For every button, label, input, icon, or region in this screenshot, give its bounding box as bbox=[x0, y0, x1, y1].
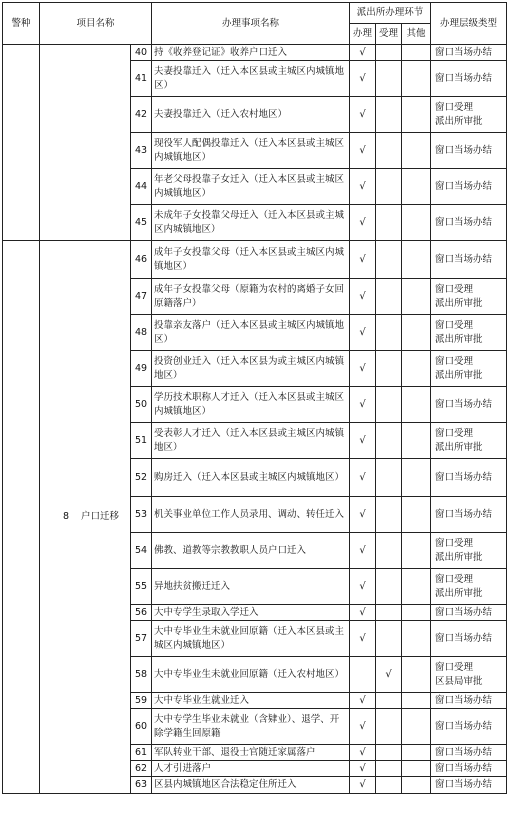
level-cell bbox=[431, 693, 507, 709]
accept-check-cell bbox=[376, 45, 402, 61]
row-number-cell: 44 bbox=[131, 169, 152, 205]
handle-check-cell: √ bbox=[350, 387, 376, 423]
level-line: 派出所审批 bbox=[435, 333, 483, 345]
level-cell bbox=[431, 745, 507, 761]
row-number-cell: 42 bbox=[131, 97, 152, 133]
item-name-cell: 大中专毕业生就业迁入 bbox=[152, 693, 350, 709]
handle-check-cell: √ bbox=[350, 45, 376, 61]
item-name-cell: 购房迁入（迁入本区县或主城区内城镇地区） bbox=[152, 459, 350, 497]
header-project: 项目名称 bbox=[40, 3, 152, 45]
accept-check-cell bbox=[376, 693, 402, 709]
item-name-cell: 受表彰人才迁入（迁入本区县或主城区内城镇地区） bbox=[152, 423, 350, 459]
level-line: 窗口当场办结 bbox=[435, 471, 493, 483]
level-line: 窗口受理 bbox=[435, 661, 474, 673]
accept-check-cell bbox=[376, 205, 402, 241]
accept-check-cell bbox=[376, 569, 402, 605]
project-number: 8 bbox=[62, 511, 69, 522]
row-number-cell: 51 bbox=[131, 423, 152, 459]
item-name-cell: 成年子女投靠父母（迁入本区县或主城区内城镇地区） bbox=[152, 241, 350, 279]
level-line: 窗口当场办结 bbox=[435, 46, 493, 58]
handle-check-cell: √ bbox=[350, 569, 376, 605]
accept-check-cell bbox=[376, 761, 402, 777]
level-cell bbox=[431, 45, 507, 61]
handle-check-cell: √ bbox=[350, 459, 376, 497]
item-name-cell: 军队转业干部、退役士官随迁家属落户 bbox=[152, 745, 350, 761]
accept-check-cell bbox=[376, 459, 402, 497]
accept-check-cell bbox=[376, 709, 402, 745]
other-cell bbox=[402, 315, 431, 351]
other-cell bbox=[402, 241, 431, 279]
level-line: 窗口受理 bbox=[435, 283, 474, 295]
item-name-cell: 未成年子女投靠父母迁入（迁入本区县或主城区内城镇地区） bbox=[152, 205, 350, 241]
other-cell bbox=[402, 387, 431, 423]
row-number-cell: 50 bbox=[131, 387, 152, 423]
other-cell bbox=[402, 533, 431, 569]
handle-check-cell: √ bbox=[350, 533, 376, 569]
accept-check-cell bbox=[376, 97, 402, 133]
level-cell bbox=[431, 533, 507, 569]
level-line: 窗口当场办结 bbox=[435, 253, 493, 265]
accept-check-cell bbox=[376, 351, 402, 387]
other-cell bbox=[402, 423, 431, 459]
row-number-cell: 53 bbox=[131, 497, 152, 533]
handle-check-cell: √ bbox=[350, 777, 376, 794]
level-line: 窗口受理 bbox=[435, 355, 474, 367]
item-name-cell: 持《收养登记证》收养户口迁入 bbox=[152, 45, 350, 61]
accept-check-cell bbox=[376, 315, 402, 351]
level-line: 窗口当场办结 bbox=[435, 746, 493, 758]
handle-check-cell: √ bbox=[350, 605, 376, 621]
handle-check-cell: √ bbox=[350, 133, 376, 169]
row-number-cell: 62 bbox=[131, 761, 152, 777]
household-migration-table bbox=[2, 2, 507, 794]
item-name-cell: 投资创业迁入（迁入本区县为或主城区内城镇地区） bbox=[152, 351, 350, 387]
handle-check-cell: √ bbox=[350, 315, 376, 351]
level-cell bbox=[431, 709, 507, 745]
other-cell bbox=[402, 777, 431, 794]
accept-check-cell bbox=[376, 605, 402, 621]
header-station-steps: 派出所办理环节 bbox=[350, 3, 431, 24]
other-cell bbox=[402, 205, 431, 241]
handle-check-cell: √ bbox=[350, 169, 376, 205]
level-cell bbox=[431, 241, 507, 279]
level-cell bbox=[431, 761, 507, 777]
category-cell bbox=[3, 241, 40, 794]
level-line: 派出所审批 bbox=[435, 297, 483, 309]
row-number-cell: 54 bbox=[131, 533, 152, 569]
handle-check-cell: √ bbox=[350, 745, 376, 761]
item-name-cell: 大中专学生录取入学迁入 bbox=[152, 605, 350, 621]
other-cell bbox=[402, 745, 431, 761]
accept-check-cell bbox=[376, 533, 402, 569]
level-cell bbox=[431, 169, 507, 205]
level-cell bbox=[431, 315, 507, 351]
level-line: 窗口受理 bbox=[435, 101, 474, 113]
table-row bbox=[3, 45, 507, 61]
other-cell bbox=[402, 45, 431, 61]
level-line: 派出所审批 bbox=[435, 441, 483, 453]
level-line: 窗口当场办结 bbox=[435, 180, 493, 192]
header-level: 办理层级类型 bbox=[431, 3, 507, 45]
other-cell bbox=[402, 497, 431, 533]
accept-check-cell bbox=[376, 621, 402, 657]
other-cell bbox=[402, 169, 431, 205]
level-cell bbox=[431, 61, 507, 97]
level-line: 窗口受理 bbox=[435, 319, 474, 331]
handle-check-cell: √ bbox=[350, 279, 376, 315]
row-number-cell: 45 bbox=[131, 205, 152, 241]
level-line: 窗口当场办结 bbox=[435, 606, 493, 618]
level-line: 派出所审批 bbox=[435, 369, 483, 381]
handle-check-cell: √ bbox=[350, 709, 376, 745]
other-cell bbox=[402, 693, 431, 709]
other-cell bbox=[402, 657, 431, 693]
level-cell bbox=[431, 423, 507, 459]
item-name-cell: 成年子女投靠父母（原籍为农村的离婚子女回原籍落户） bbox=[152, 279, 350, 315]
other-cell bbox=[402, 279, 431, 315]
level-line: 窗口当场办结 bbox=[435, 216, 493, 228]
row-number-cell: 61 bbox=[131, 745, 152, 761]
header-accept: 受理 bbox=[376, 24, 402, 45]
row-number-cell: 48 bbox=[131, 315, 152, 351]
project-group-cell bbox=[40, 45, 131, 241]
accept-check-cell bbox=[376, 423, 402, 459]
level-line: 窗口受理 bbox=[435, 427, 474, 439]
level-cell bbox=[431, 605, 507, 621]
level-line: 派出所审批 bbox=[435, 587, 483, 599]
handle-check-cell: √ bbox=[350, 61, 376, 97]
level-line: 窗口当场办结 bbox=[435, 694, 493, 706]
item-name-cell: 大中专学生毕业未就业（含肄业）、退学、开除学籍生回原籍 bbox=[152, 709, 350, 745]
level-line: 窗口当场办结 bbox=[435, 144, 493, 156]
other-cell bbox=[402, 97, 431, 133]
handle-check-cell: √ bbox=[350, 693, 376, 709]
row-number-cell: 60 bbox=[131, 709, 152, 745]
header-other: 其他 bbox=[402, 24, 431, 45]
item-name-cell: 夫妻投靠迁入（迁入农村地区） bbox=[152, 97, 350, 133]
item-name-cell: 佛教、道教等宗教教职人员户口迁入 bbox=[152, 533, 350, 569]
level-cell bbox=[431, 351, 507, 387]
other-cell bbox=[402, 709, 431, 745]
accept-check-cell bbox=[376, 387, 402, 423]
row-number-cell: 49 bbox=[131, 351, 152, 387]
accept-check-cell bbox=[376, 745, 402, 761]
level-line: 窗口当场办结 bbox=[435, 720, 493, 732]
handle-check-cell: √ bbox=[350, 497, 376, 533]
accept-check-cell bbox=[376, 169, 402, 205]
level-line: 窗口受理 bbox=[435, 537, 474, 549]
level-cell bbox=[431, 279, 507, 315]
level-line: 区县局审批 bbox=[435, 675, 483, 687]
item-name-cell: 夫妻投靠迁入（迁入本区县或主城区内城镇地区） bbox=[152, 61, 350, 97]
level-cell bbox=[431, 459, 507, 497]
header-category: 警种 bbox=[3, 3, 40, 45]
row-number-cell: 58 bbox=[131, 657, 152, 693]
level-cell bbox=[431, 97, 507, 133]
accept-check-cell bbox=[376, 279, 402, 315]
level-line: 窗口当场办结 bbox=[435, 779, 493, 790]
project-name: 户口迁移 bbox=[80, 511, 119, 522]
item-name-cell: 大中专毕业生未就业回原籍（迁入农村地区） bbox=[152, 657, 350, 693]
other-cell bbox=[402, 569, 431, 605]
item-name-cell: 投靠亲友落户（迁入本区县或主城区内城镇地区） bbox=[152, 315, 350, 351]
table-row bbox=[3, 241, 507, 279]
other-cell bbox=[402, 605, 431, 621]
handle-check-cell: √ bbox=[350, 97, 376, 133]
other-cell bbox=[402, 621, 431, 657]
level-cell bbox=[431, 497, 507, 533]
row-number-cell: 41 bbox=[131, 61, 152, 97]
row-number-cell: 57 bbox=[131, 621, 152, 657]
header-handle: 办理 bbox=[350, 24, 376, 45]
level-cell bbox=[431, 621, 507, 657]
handle-check-cell: √ bbox=[350, 351, 376, 387]
category-cell bbox=[3, 45, 40, 241]
handle-check-cell: √ bbox=[350, 621, 376, 657]
other-cell bbox=[402, 459, 431, 497]
handle-check-cell bbox=[350, 657, 376, 693]
level-line: 派出所审批 bbox=[435, 115, 483, 127]
other-cell bbox=[402, 133, 431, 169]
level-cell bbox=[431, 205, 507, 241]
row-number-cell: 40 bbox=[131, 45, 152, 61]
level-cell bbox=[431, 133, 507, 169]
level-cell bbox=[431, 777, 507, 794]
handle-check-cell: √ bbox=[350, 241, 376, 279]
row-number-cell: 47 bbox=[131, 279, 152, 315]
other-cell bbox=[402, 61, 431, 97]
item-name-cell: 异地扶贫搬迁迁入 bbox=[152, 569, 350, 605]
project-group-cell bbox=[40, 241, 131, 794]
item-name-cell: 机关事业单位工作人员录用、调动、转任迁入 bbox=[152, 497, 350, 533]
accept-check-cell bbox=[376, 497, 402, 533]
row-number-cell: 46 bbox=[131, 241, 152, 279]
accept-check-cell: √ bbox=[376, 657, 402, 693]
row-number-cell: 52 bbox=[131, 459, 152, 497]
level-line: 窗口受理 bbox=[435, 573, 474, 585]
item-name-cell: 学历技术职称人才迁入（迁入本区县或主城区内城镇地区） bbox=[152, 387, 350, 423]
accept-check-cell bbox=[376, 777, 402, 794]
item-name-cell: 年老父母投靠子女迁入（迁入本区县或主城区内城镇地区） bbox=[152, 169, 350, 205]
level-line: 窗口当场办结 bbox=[435, 508, 493, 520]
level-cell bbox=[431, 569, 507, 605]
level-line: 窗口当场办结 bbox=[435, 72, 493, 84]
level-cell bbox=[431, 657, 507, 693]
row-number-cell: 43 bbox=[131, 133, 152, 169]
accept-check-cell bbox=[376, 241, 402, 279]
row-number-cell: 56 bbox=[131, 605, 152, 621]
level-line: 窗口当场办结 bbox=[435, 632, 493, 644]
level-line: 派出所审批 bbox=[435, 551, 483, 563]
handle-check-cell: √ bbox=[350, 205, 376, 241]
header-item: 办理事项名称 bbox=[152, 3, 350, 45]
handle-check-cell: √ bbox=[350, 761, 376, 777]
row-number-cell: 63 bbox=[131, 777, 152, 794]
level-cell bbox=[431, 387, 507, 423]
accept-check-cell bbox=[376, 61, 402, 97]
item-name-cell: 现役军人配偶投靠迁入（迁入本区县或主城区内城镇地区） bbox=[152, 133, 350, 169]
item-name-cell: 区县内城镇地区合法稳定住所迁入 bbox=[152, 777, 350, 794]
level-line: 窗口当场办结 bbox=[435, 762, 493, 774]
item-name-cell: 大中专毕业生未就业回原籍（迁入本区县或主城区内城镇地区） bbox=[152, 621, 350, 657]
level-line: 窗口当场办结 bbox=[435, 398, 493, 410]
item-name-cell: 人才引进落户 bbox=[152, 761, 350, 777]
other-cell bbox=[402, 351, 431, 387]
handle-check-cell: √ bbox=[350, 423, 376, 459]
row-number-cell: 55 bbox=[131, 569, 152, 605]
row-number-cell: 59 bbox=[131, 693, 152, 709]
other-cell bbox=[402, 761, 431, 777]
accept-check-cell bbox=[376, 133, 402, 169]
